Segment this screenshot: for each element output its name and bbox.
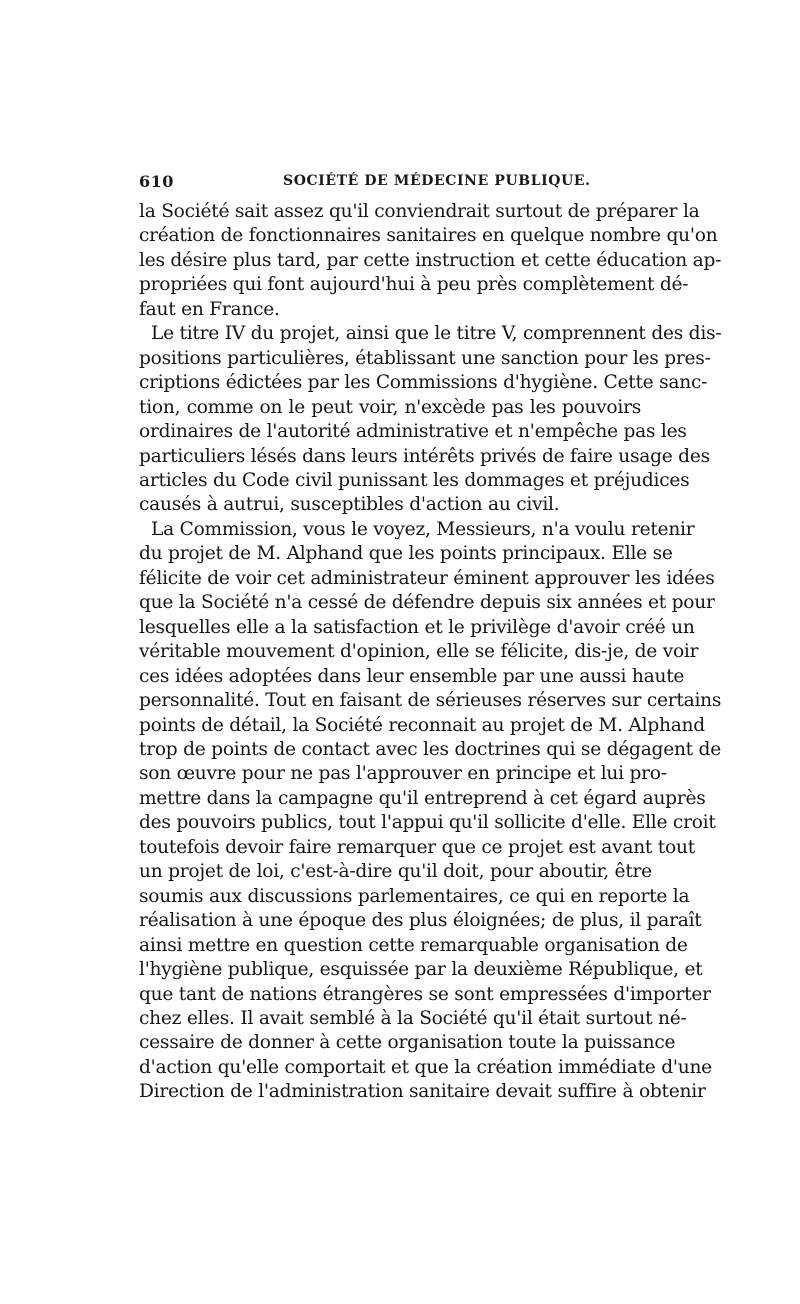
- text-line: les désire plus tard, par cette instruction et cette éducation ap-: [139, 249, 722, 271]
- text-line: du projet de M. Alphand que les points principaux. Elle se: [139, 543, 673, 565]
- text-line: création de fonctionnaires sanitaires en quelque nombre qu'on: [139, 225, 718, 247]
- text-line: la Société sait assez qu'il conviendrait surtout de préparer la: [139, 201, 700, 222]
- text-line: articles du Code civil punissant les dommages et préjudices: [139, 469, 690, 491]
- text-line: chez elles. Il avait semblé à la Société qu'il était surtout né-: [139, 1007, 687, 1029]
- text-line: propriées qui font aujourd'hui à peu près complètement dé-: [139, 274, 689, 296]
- text-line: toutefois devoir faire remarquer que ce projet est avant tout: [139, 836, 695, 858]
- text-line: l'hygiène publique, esquissée par la deuxième République, et: [139, 959, 703, 981]
- text-line: son œuvre pour ne pas l'approuver en principe et lui pro-: [139, 763, 667, 785]
- text-line: points de détail, la Société reconnait au projet de M. Alphand: [139, 714, 705, 736]
- text-line: La Commission, vous le voyez, Messieurs, n'a voulu retenir: [151, 518, 695, 540]
- text-line: ainsi mettre en question cette remarquable organisation de: [139, 934, 688, 956]
- text-line: d'action qu'elle comportait et que la création immédiate d'une: [139, 1056, 712, 1078]
- body-text: [139, 200, 722, 1105]
- text-line: véritable mouvement d'opinion, elle se félicite, dis-je, de voir: [139, 641, 699, 663]
- text-line: Le titre IV du projet, ainsi que le titre V, comprennent des dis-: [151, 323, 722, 345]
- text-line: soumis aux discussions parlementaires, ce qui en reporte la: [139, 885, 690, 907]
- running-head: SOCIÉTÉ DE MÉDECINE PUBLIQUE.: [283, 173, 591, 189]
- text-line: positions particulières, établissant une sanction pour les pres-: [139, 347, 711, 369]
- text-line: Direction de l'administration sanitaire devait suffire à obtenir: [139, 1081, 706, 1103]
- text-line: félicite de voir cet administrateur éminent approuver les idées: [139, 567, 715, 589]
- text-line: faut en France.: [139, 298, 280, 320]
- text-line: personnalité. Tout en faisant de sérieuses réserves sur certains: [139, 690, 722, 712]
- text-line: des pouvoirs publics, tout l'appui qu'il sollicite d'elle. Elle croit: [139, 812, 716, 834]
- text-line: lesquelles elle a la satisfaction et le privilège d'avoir créé un: [139, 616, 695, 638]
- text-line: que la Société n'a cessé de défendre depuis six années et pour: [139, 592, 715, 614]
- text-line: criptions édictées par les Commissions d'hygiène. Cette sanc-: [139, 372, 708, 394]
- page-header: [139, 172, 659, 194]
- text-line: cessaire de donner à cette organisation toute la puissance: [139, 1032, 676, 1054]
- text-line: ordinaires de l'autorité administrative et n'empêche pas les: [139, 421, 687, 443]
- page-number: 610: [139, 172, 174, 191]
- text-line: tion, comme on le peut voir, n'excède pas les pouvoirs: [139, 396, 641, 418]
- text-line: mettre dans la campagne qu'il entreprend à cet égard auprès: [139, 787, 706, 809]
- text-line: réalisation à une époque des plus éloignées; de plus, il paraît: [139, 910, 702, 932]
- text-line: ces idées adoptées dans leur ensemble par une aussi haute: [139, 665, 685, 687]
- text-line: trop de points de contact avec les doctrines qui se dégagent de: [139, 738, 721, 760]
- text-line: que tant de nations étrangères se sont empressées d'importer: [139, 983, 711, 1005]
- text-line: particuliers lésés dans leurs intérêts privés de faire usage des: [139, 445, 710, 467]
- text-line: un projet de loi, c'est-à-dire qu'il doit, pour aboutir, être: [139, 861, 652, 883]
- text-line: causés à autrui, susceptibles d'action au civil.: [139, 494, 560, 516]
